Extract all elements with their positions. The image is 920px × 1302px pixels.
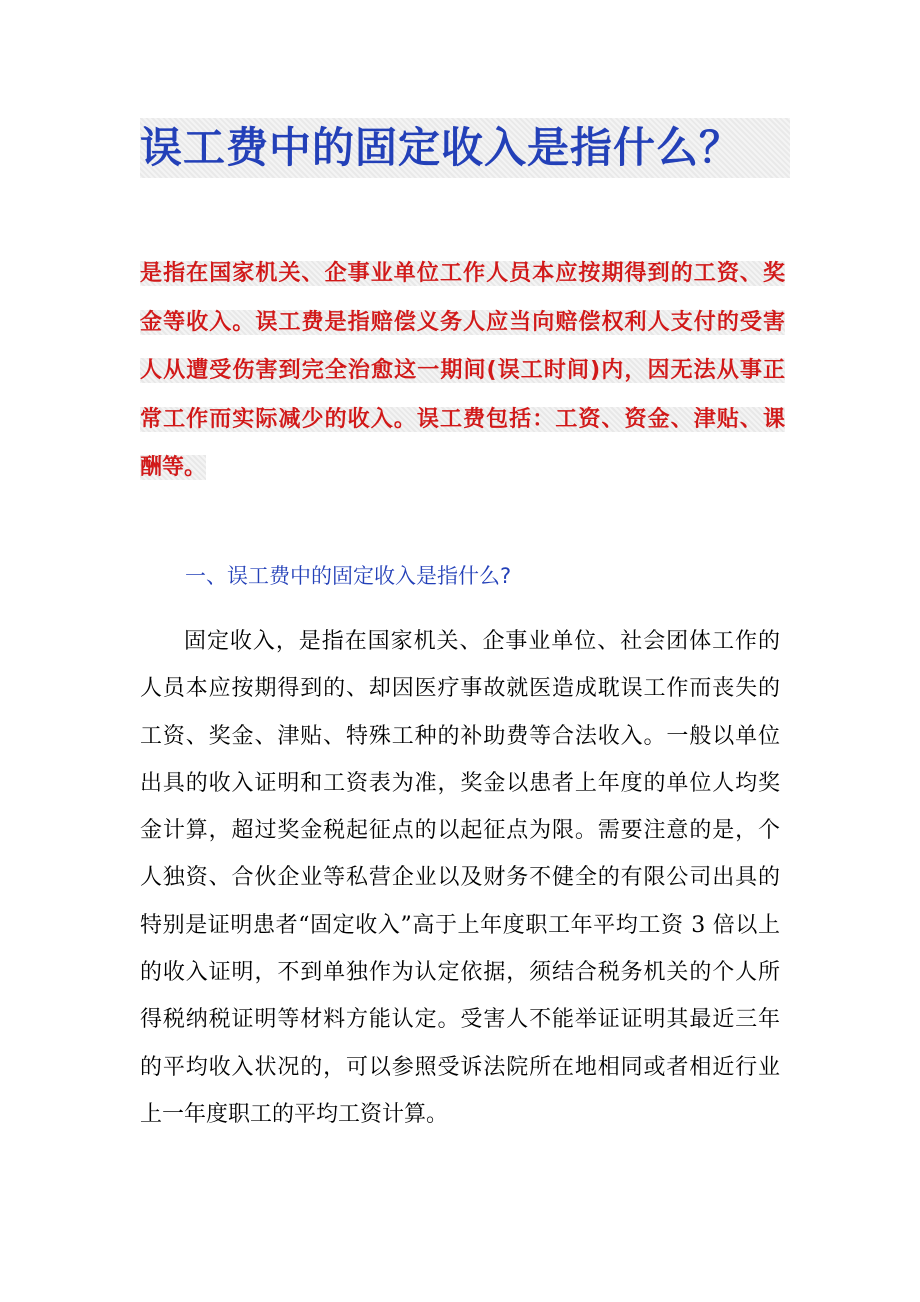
body-line: 得税纳税证明等材料方能认定。受害人不能举证证明其最近三年 xyxy=(140,1007,780,1033)
lead-line: 金等收入。误工费是指赔偿义务人应当向赔偿权利人支付的受害 xyxy=(140,309,785,335)
body-line: 工资、奖金、津贴、特殊工种的补助费等合法收入。一般以单位 xyxy=(140,723,780,749)
document-title: 误工费中的固定收入是指什么？ xyxy=(140,118,790,178)
body-line: 上一年度职工的平均工资计算。 xyxy=(140,1101,449,1127)
section-heading: 一、误工费中的固定收入是指什么? xyxy=(185,564,512,588)
lead-paragraph xyxy=(140,250,785,493)
lead-line: 是指在国家机关、企事业单位工作人员本应按期得到的工资、奖 xyxy=(140,261,785,286)
body-line: 金计算，超过奖金税起征点的以起征点为限。需要注意的是，个 xyxy=(140,818,780,844)
body-line: 出具的收入证明和工资表为准，奖金以患者上年度的单位人均奖 xyxy=(140,770,780,796)
lead-line: 常工作而实际减少的收入。误工费包括：工资、资金、津贴、课 xyxy=(140,406,785,432)
body-line: 特别是证明患者“固定收入”高于上年度职工年平均工资 3 倍以上 xyxy=(140,912,780,938)
lead-line: 酬等。 xyxy=(140,455,207,480)
body-line: 固定收入，是指在国家机关、企事业单位、社会团体工作的 xyxy=(184,629,780,654)
body-line: 的平均收入状况的，可以参照受诉法院所在地相同或者相近行业 xyxy=(140,1054,780,1080)
lead-line: 人从遭受伤害到完全治愈这一期间(误工时间)内，因无法从事正 xyxy=(140,358,785,383)
body-line: 人员本应按期得到的、却因医疗事故就医造成耽误工作而丧失的 xyxy=(140,676,780,702)
body-line: 人独资、合伙企业等私营企业以及财务不健全的有限公司出具的 xyxy=(140,865,780,891)
body-line: 的收入证明，不到单独作为认定依据，须结合税务机关的个人所 xyxy=(140,960,780,986)
body-paragraph xyxy=(140,618,780,1138)
